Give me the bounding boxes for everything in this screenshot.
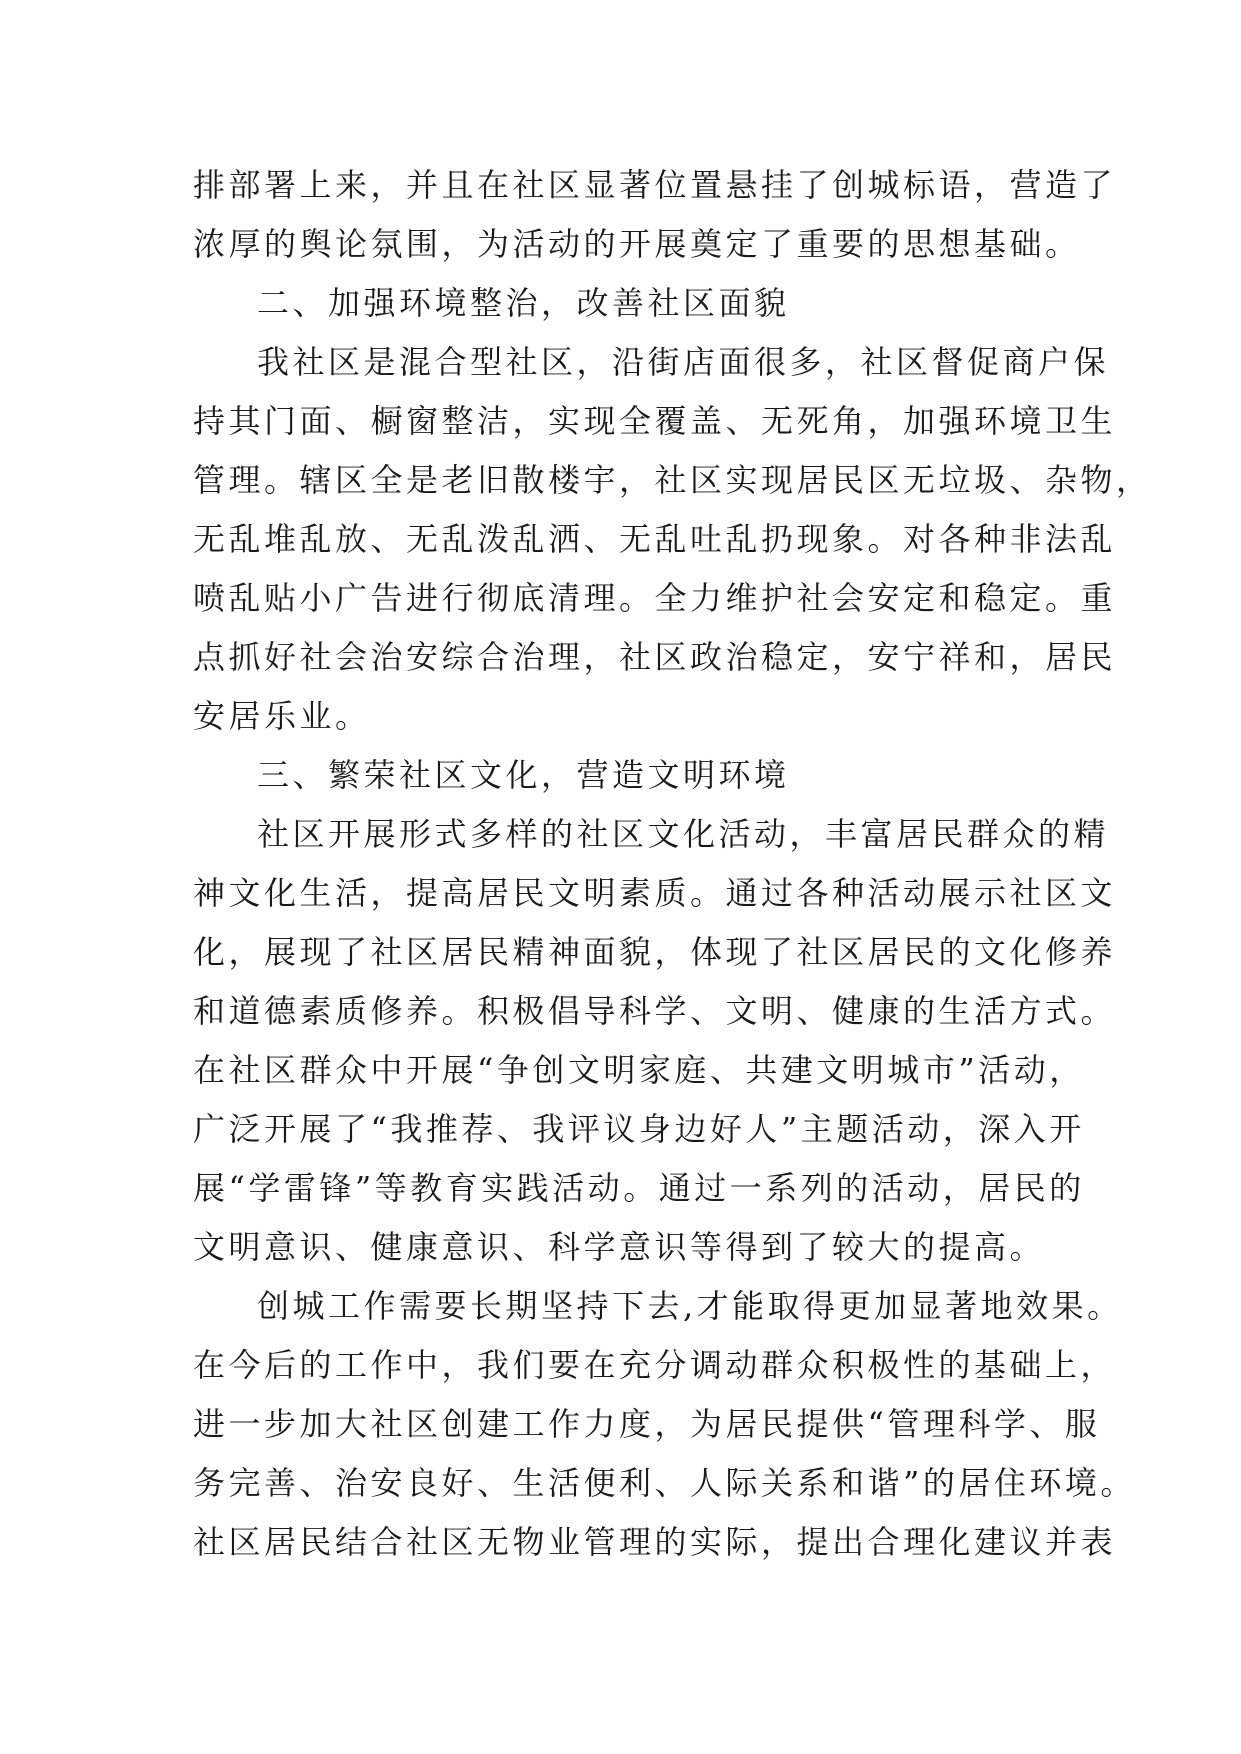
text-line: 点抓好社会治安综合治理，社区政治稳定，安宁祥和，居民 [193,638,1117,676]
text-line: 广泛开展了“我推荐、我评议身边好人”主题活动，深入开 [193,1110,1085,1148]
text-line: 创城工作需要长期坚持下去,才能取得更加显著地效果。 [257,1287,1123,1325]
text-line: 无乱堆乱放、无乱泼乱洒、无乱吐乱扔现象。对各种非法乱 [193,520,1117,558]
text-line: 在今后的工作中，我们要在充分调动群众积极性的基础上， [193,1346,1117,1384]
text-line: 持其门面、橱窗整洁，实现全覆盖、无死角，加强环境卫生 [193,402,1117,440]
text-line: 社区开展形式多样的社区文化活动，丰富居民群众的精 [257,815,1110,853]
text-line: 文明意识、健康意识、科学意识等得到了较大的提高。 [193,1228,1046,1266]
text-line: 社区居民结合社区无物业管理的实际，提出合理化建议并表 [193,1523,1117,1561]
section-heading-environment [193,274,1055,333]
text-line: 神文化生活，提高居民文明素质。通过各种活动展示社区文 [193,874,1117,912]
paragraph-conclusion [193,1277,1136,1572]
text-line: 和道德素质修养。积极倡导科学、文明、健康的生活方式。 [193,992,1117,1030]
text-line: 安居乐业。 [193,697,371,735]
text-line: 排部署上来，并且在社区显著位置悬挂了创城标语，营造了 [193,166,1117,204]
text-line: 展“学雷锋”等教育实践活动。通过一系列的活动，居民的 [193,1169,1085,1207]
text-line: 在社区群众中开展“争创文明家庭、共建文明城市”活动， [193,1051,1085,1089]
document-body [193,156,1152,1572]
text-line: 化，展现了社区居民精神面貌，体现了社区居民的文化修养 [193,933,1117,971]
heading-line: 三、繁荣社区文化，营造文明环境 [257,756,790,794]
paragraph-continuation [193,156,1117,274]
text-line: 务完善、治安良好、生活便利、人际关系和谐”的居住环境。 [193,1464,1136,1502]
paragraph-culture [193,805,1117,1277]
text-line: 喷乱贴小广告进行彻底清理。全力维护社会安定和稳定。重 [193,579,1117,617]
heading-line: 二、加强环境整治，改善社区面貌 [257,284,790,322]
text-line: 我社区是混合型社区，沿街店面很多，社区督促商户保 [257,343,1110,381]
section-heading-culture [193,746,1055,805]
text-line: 进一步加大社区创建工作力度，为居民提供“管理科学、服 [193,1405,1101,1443]
paragraph-environment [193,333,1152,746]
text-line: 浓厚的舆论氛围，为活动的开展奠定了重要的思想基础。 [193,225,1081,263]
text-line: 管理。辖区全是老旧散楼宇，社区实现居民区无垃圾、杂物， [193,461,1152,499]
